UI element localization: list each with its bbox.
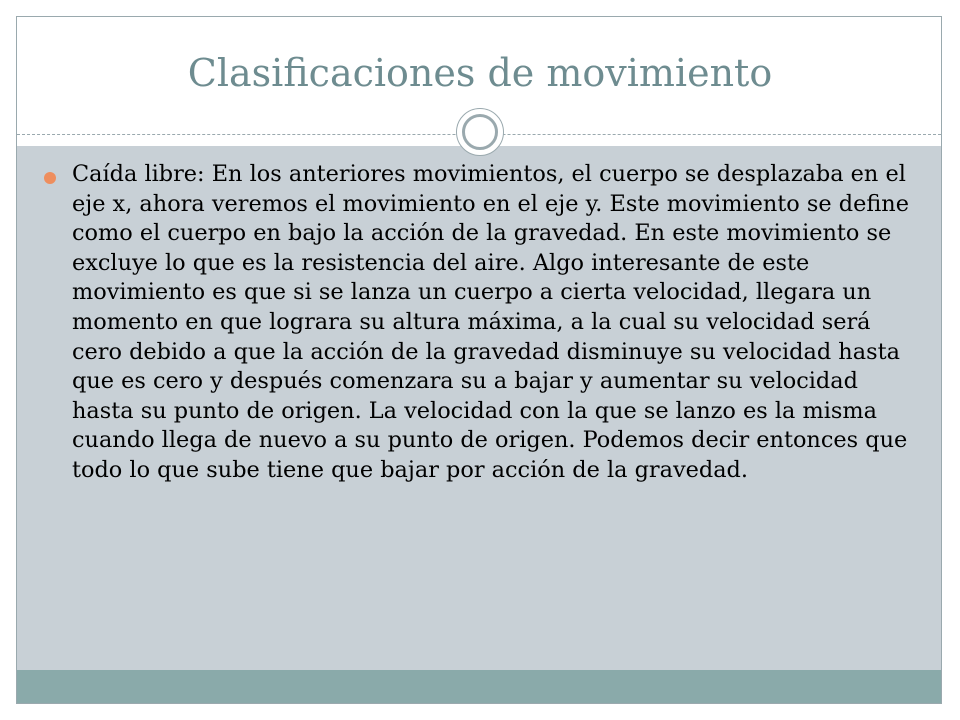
bullet-dot-icon: [44, 172, 56, 184]
bullet-text: Caída libre: En los anteriores movimientos, el cuerpo se desplazaba en el eje x, ahora veremos el movimiento en el eje y. Este movimiento se define como el cuerpo en bajo la acción de la gravedad. En este movimiento se excluye lo que es la resistencia del aire. Algo interesante de este movimiento es que si se lanza un cuerpo a cierta velocidad, llegara un momento en que lograra su altura máxima, a la cual su velocidad será cero debido a que la acción de la gravedad disminuye su velocidad hasta que es cero y después comenzara su a bajar y aumentar su velocidad hasta su punto de origen. La velocidad con la que se lanzo es la misma cuando llega de nuevo a su punto de origen. Podemos decir entonces que todo lo que sube tiene que bajar por acción de la gravedad.: [72, 161, 909, 483]
bullet-list: [44, 160, 924, 486]
circle-ornament-ring: [462, 114, 498, 150]
circle-ornament-icon: [456, 108, 504, 156]
slide-title: Clasificaciones de movimiento: [187, 51, 773, 95]
